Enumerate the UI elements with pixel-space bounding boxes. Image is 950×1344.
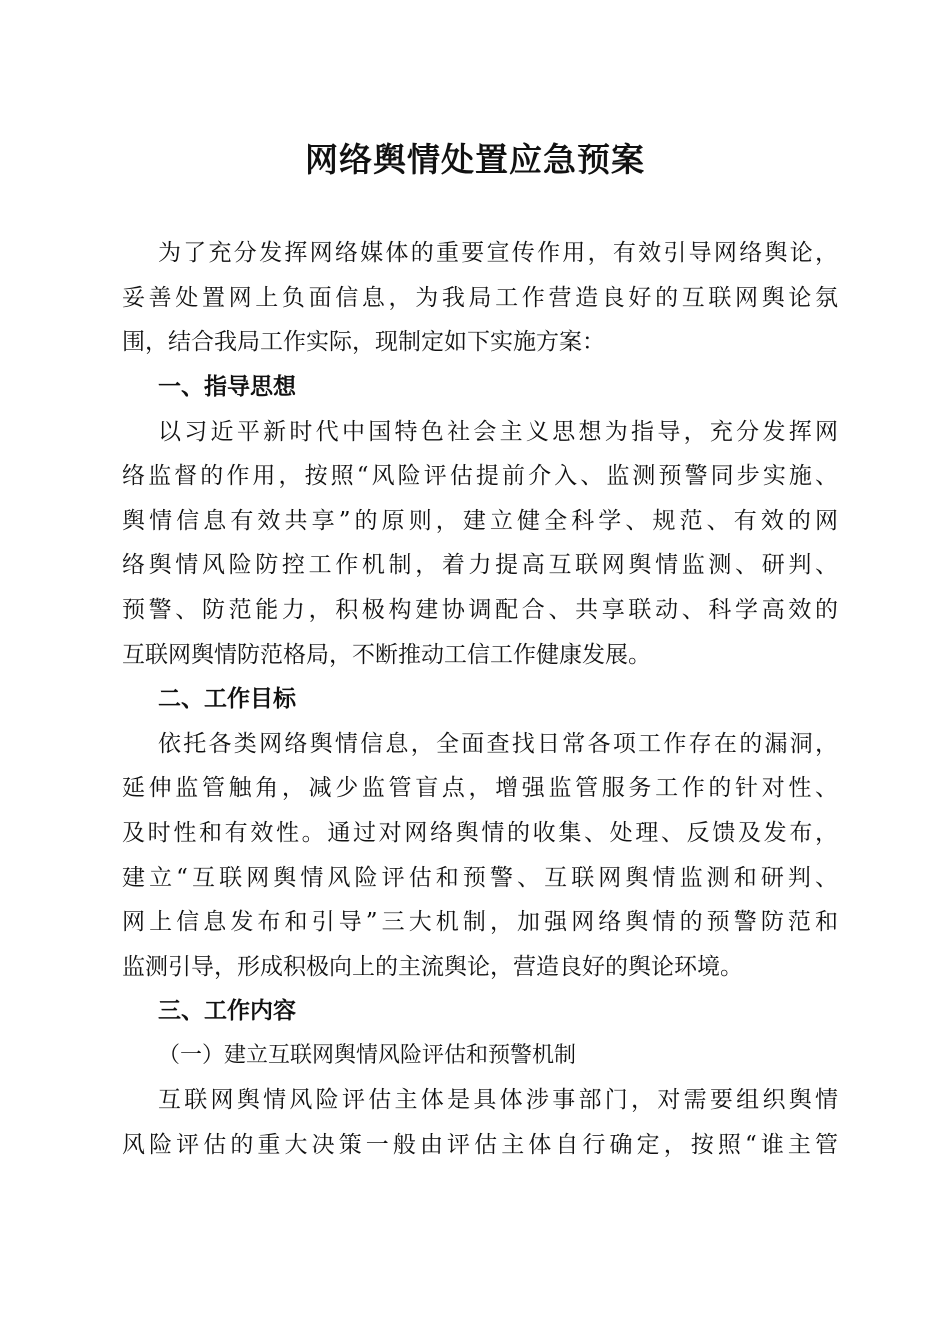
paragraph-line: 网上信息发布和引导”三大机制，加强网络舆情的预警防范和: [122, 909, 838, 935]
paragraph-line: 依托各类网络舆情信息，全面查找日常各项工作存在的漏洞，: [158, 731, 838, 757]
section-heading: 三、工作内容: [158, 998, 296, 1024]
document-title: 网络舆情处置应急预案: [305, 140, 645, 179]
paragraph-line: 以习近平新时代中国特色社会主义思想为指导，充分发挥网: [158, 419, 838, 445]
subsection-heading: （一）建立互联网舆情风险评估和预警机制: [158, 1043, 577, 1068]
paragraph-line: 互联网舆情风险评估主体是具体涉事部门，对需要组织舆情: [158, 1087, 838, 1113]
paragraph-line: 互联网舆情防范格局，不断推动工信工作健康发展。: [122, 642, 651, 668]
intro-line: 为了充分发挥网络媒体的重要宣传作用，有效引导网络舆论，: [158, 240, 838, 266]
paragraph-line: 监测引导，形成积极向上的主流舆论，营造良好的舆论环境。: [122, 954, 743, 980]
paragraph-line: 预警、防范能力，积极构建协调配合、共享联动、科学高效的: [122, 597, 838, 623]
paragraph-line: 舆情信息有效共享”的原则，建立健全科学、规范、有效的网: [122, 508, 838, 534]
intro-line: 妥善处置网上负面信息，为我局工作营造良好的互联网舆论氛: [122, 285, 838, 311]
section-heading: 二、工作目标: [158, 686, 296, 712]
section-heading: 一、指导思想: [158, 374, 296, 400]
paragraph-line: 络舆情风险防控工作机制，着力提高互联网舆情监测、研判、: [122, 552, 838, 578]
paragraph-line: 建立“互联网舆情风险评估和预警、互联网舆情监测和研判、: [122, 865, 838, 891]
paragraph-line: 风险评估的重大决策一般由评估主体自行确定，按照“谁主管: [122, 1132, 838, 1158]
paragraph-line: 络监督的作用，按照“风险评估提前介入、监测预警同步实施、: [122, 463, 838, 489]
intro-line: 围，结合我局工作实际，现制定如下实施方案：: [122, 329, 605, 355]
paragraph-line: 延伸监管触角，减少监管盲点，增强监管服务工作的针对性、: [122, 775, 838, 801]
paragraph-line: 及时性和有效性。通过对网络舆情的收集、处理、反馈及发布，: [122, 820, 838, 846]
